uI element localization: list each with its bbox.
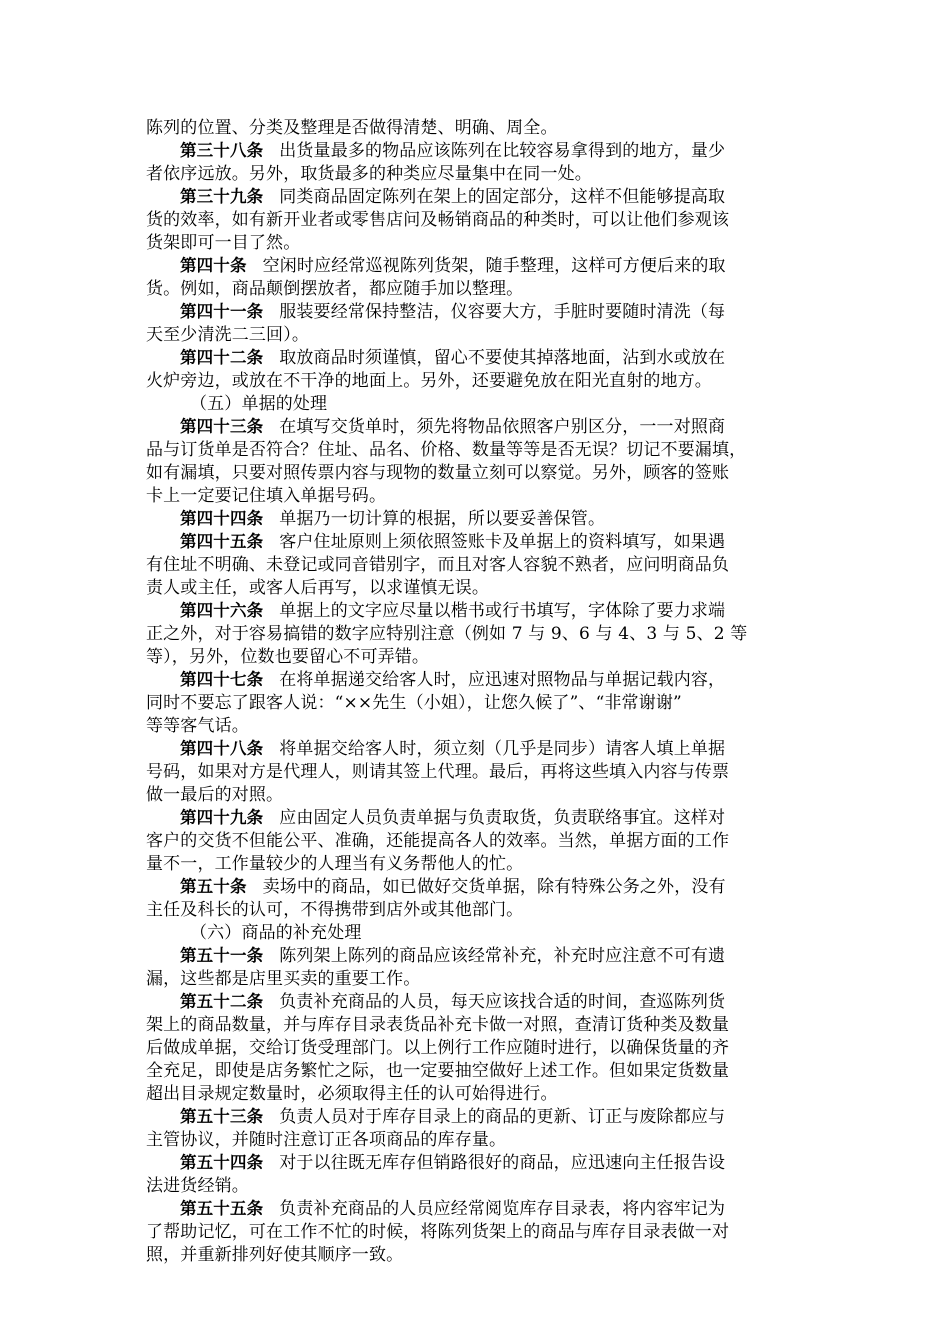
article-text: 对于以往既无库存但销路很好的商品，应迅速向主任报告设: [279, 1153, 726, 1173]
text-line: 号码，如果对方是代理人，则请其签上代理。最后，再将这些填入内容与传票: [146, 762, 730, 782]
article-number: 第四十四条: [180, 509, 264, 528]
article-number: 第五十四条: [180, 1153, 264, 1172]
article-50: [180, 875, 806, 899]
article-number: 第四十条: [180, 256, 247, 275]
article-number: 第四十七条: [180, 670, 264, 689]
article-number: 第四十九条: [180, 808, 264, 827]
article-text: 空闲时应经常巡视陈列货架，随手整理，这样可方便后来的取: [262, 256, 726, 276]
article-text: 取放商品时须谨慎，留心不要使其掉落地面，沾到水或放在: [279, 348, 726, 368]
text-line: 后做成单据，交给订货受理部门。以上例行工作应随时进行，以确保货量的齐: [146, 1038, 730, 1058]
article-number: 第五十二条: [180, 992, 264, 1011]
text-line: 等），另外，位数也要留心不可弄错。: [146, 647, 430, 667]
article-38: [180, 139, 806, 163]
text-line: 超出目录规定数量时，必须取得主任的认可始得进行。: [146, 1084, 558, 1104]
article-text: 负责补充商品的人员，每天应该找合适的时间，查巡陈列货: [279, 992, 726, 1012]
text-line: 等等客气话。: [146, 716, 249, 736]
text-line: 卡上一定要记住填入单据号码。: [146, 486, 387, 506]
article-number: 第四十五条: [180, 532, 264, 551]
article-55: [180, 1197, 806, 1221]
article-text: 在将单据递交给客人时，应迅速对照物品与单据记载内容，: [279, 670, 726, 690]
article-41: [180, 300, 806, 324]
article-number: 第五十一条: [180, 946, 264, 965]
article-text: 单据上的文字应尽量以楷书或行书填写，字体除了要力求端: [279, 601, 726, 621]
article-54: [180, 1151, 806, 1175]
text-line: 主管协议，并随时注意订正各项商品的库存量。: [146, 1130, 507, 1150]
article-text: 应由固定人员负责单据与负责取货，负责联络事宜。这样对: [279, 808, 726, 828]
section-heading: （五）单据的处理: [190, 394, 328, 414]
article-39: [180, 185, 806, 209]
text-line: 全充足，即使是店务繁忙之际，也一定要抽空做好上述工作。但如果定货数量: [146, 1061, 730, 1081]
article-47: [180, 668, 806, 692]
article-text: 卖场中的商品，如已做好交货单据，除有特殊公务之外，没有: [262, 877, 726, 897]
text-line: 陈列的位置、分类及整理是否做得清楚、明确、周全。: [146, 118, 558, 138]
text-line: 正之外，对于容易搞错的数字应特别注意（例如 7 与 9、6 与 4、3 与 5、2 等: [146, 624, 748, 644]
article-text: 负责人员对于库存目录上的商品的更新、订正与废除都应与: [279, 1107, 726, 1127]
text-line: 品与订货单是否符合？住址、品名、价格、数量等等是否无误？切记不要漏填，: [146, 440, 747, 460]
text-line: 如有漏填，只要对照传票内容与现物的数量立刻可以察觉。另外，顾客的签账: [146, 463, 730, 483]
text-line: 货。例如，商品颠倒摆放者，都应随手加以整理。: [146, 279, 524, 299]
article-number: 第三十九条: [180, 187, 264, 206]
article-44: [180, 507, 806, 531]
article-number: 第五十三条: [180, 1107, 264, 1126]
text-line: 货架即可一目了然。: [146, 233, 301, 253]
article-46: [180, 599, 806, 623]
article-number: 第五十五条: [180, 1199, 264, 1218]
article-number: 第四十三条: [180, 417, 264, 436]
text-line: 责人或主任，或客人后再写，以求谨慎无误。: [146, 578, 489, 598]
text-line: 了帮助记忆，可在工作不忙的时候，将陈列货架上的商品与库存目录表做一对: [146, 1222, 730, 1242]
text-line: 者依序远放。另外，取货最多的种类应尽量集中在同一处。: [146, 164, 592, 184]
section-heading: （六）商品的补充处理: [190, 923, 362, 943]
article-text: 出货量最多的物品应该陈列在比较容易拿得到的地方，量少: [279, 141, 726, 161]
article-text: 同类商品固定陈列在架上的固定部分，这样不但能够提高取: [279, 187, 726, 207]
article-text: 陈列架上陈列的商品应该经常补充，补充时应注意不可有遗: [279, 946, 726, 966]
text-line: 架上的商品数量，并与库存目录表货品补充卡做一对照，查清订货种类及数量: [146, 1015, 730, 1035]
text-line: 漏，这些都是店里买卖的重要工作。: [146, 969, 421, 989]
article-52: [180, 990, 806, 1014]
article-48: [180, 737, 806, 761]
article-number: 第四十一条: [180, 302, 264, 321]
article-text: 客户住址原则上须依照签账卡及单据上的资料填写，如果遇: [279, 532, 726, 552]
article-text: 将单据交给客人时，须立刻（几乎是同步）请客人填上单据: [279, 739, 726, 759]
article-number: 第三十八条: [180, 141, 264, 160]
article-text: 服装要经常保持整洁，仪容要大方，手脏时要随时清洗（每: [279, 302, 726, 322]
text-line: 同时不要忘了跟客人说：“××先生（小姐），让您久候了”、“非常谢谢”: [146, 693, 682, 713]
article-53: [180, 1105, 806, 1129]
article-40: [180, 254, 806, 278]
article-51: [180, 944, 806, 968]
text-line: 法进货经销。: [146, 1176, 249, 1196]
text-line: 主任及科长的认可，不得携带到店外或其他部门。: [146, 900, 524, 920]
article-text: 负责补充商品的人员应经常阅览库存目录表，将内容牢记为: [279, 1199, 726, 1219]
text-line: 照，并重新排列好使其顺序一致。: [146, 1245, 404, 1265]
article-text: 在填写交货单时，须先将物品依照客户别区分，一一对照商: [279, 417, 726, 437]
article-45: [180, 530, 806, 554]
article-42: [180, 346, 806, 370]
article-number: 第五十条: [180, 877, 247, 896]
text-line: 量不一，工作量较少的人理当有义务帮他人的忙。: [146, 854, 524, 874]
article-43: [180, 415, 806, 439]
text-line: 客户的交货不但能公平、准确，还能提高各人的效率。当然，单据方面的工作: [146, 831, 730, 851]
text-line: 做一最后的对照。: [146, 785, 284, 805]
article-number: 第四十八条: [180, 739, 264, 758]
article-text: 单据乃一切计算的根据，所以要妥善保管。: [279, 509, 606, 529]
article-49: [180, 806, 806, 830]
text-line: 天至少清洗二三回）。: [146, 325, 309, 345]
article-number: 第四十六条: [180, 601, 264, 620]
text-line: 有住址不明确、未登记或同音错别字，而且对客人容貌不熟者，应问明商品负: [146, 555, 730, 575]
text-line: 货的效率，如有新开业者或零售店问及畅销商品的种类时，可以让他们参观该: [146, 210, 730, 230]
article-number: 第四十二条: [180, 348, 264, 367]
text-line: 火炉旁边，或放在不干净的地面上。另外，还要避免放在阳光直射的地方。: [146, 371, 712, 391]
